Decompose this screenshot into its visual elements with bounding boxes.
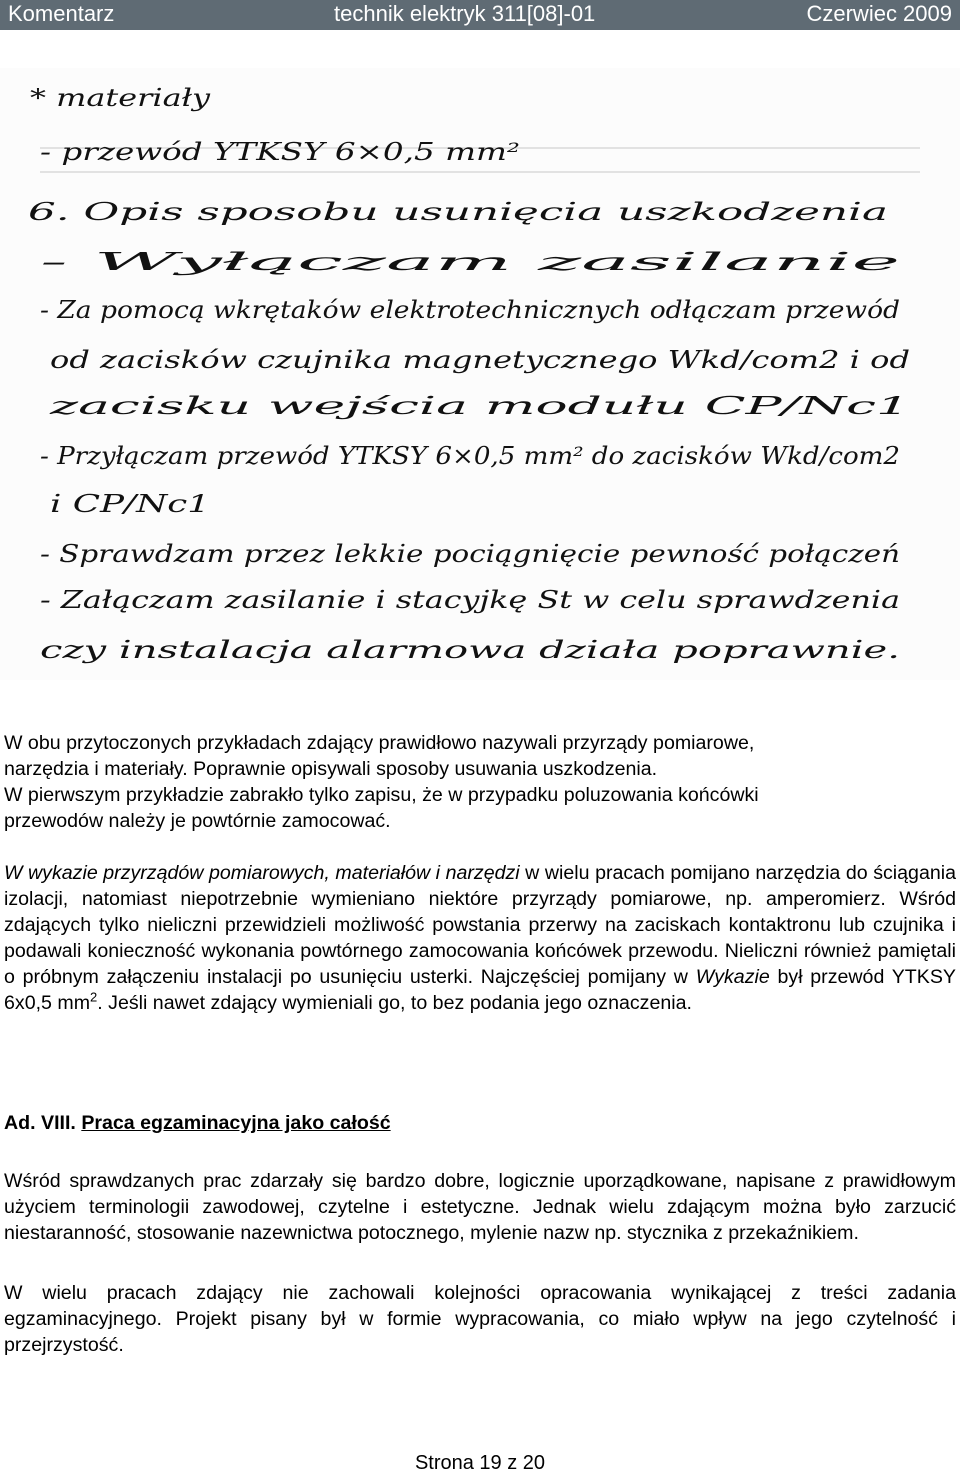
handwritten-line: 6. Opis sposobu usunięcia uszkodzenia: [28, 198, 888, 226]
paragraph-text: był przewód YTKSY 6x0,5 mm: [4, 966, 956, 1014]
handwritten-line: - Sprawdzam przez lekkie pociągnięcie pewność połączeń: [40, 540, 900, 568]
section-heading: [4, 1112, 391, 1135]
handwritten-line: - Za pomocą wkrętaków elektrotechnicznych odłączam przewód: [40, 296, 900, 324]
paragraph-text: w wielu pracach pomijano narzędzia do ściągania izolacji, natomiast niepotrzebnie wymieniano niektóre przyrządy pomiarowe, np. amperomierz. Wśród zdających tylko nieliczni przewidzieli możliwość powstania przerwy na zaciskach kontaktronu lub czujnika i podawali konieczność wykonania powtórnego zamocowania końcówek przewodu. Nieliczni również pamiętali o próbnym załączeniu instalacji po usunięciu usterki. Najczęściej pomijany w: [4, 862, 956, 988]
header-left: Komentarz: [8, 1, 115, 26]
paragraph-text: . Jeśli nawet zdający wymieniali go, to bez podania jego oznaczenia.: [97, 992, 692, 1014]
header-right: Czerwiec 2009: [806, 1, 952, 26]
handwritten-line: zacisku wejścia modułu CP/Nc1: [47, 392, 911, 420]
handwritten-line: i CP/Nc1: [50, 490, 210, 518]
section-number: Ad. VIII.: [4, 1112, 76, 1134]
handwritten-line: od zacisków czujnika magnetycznego Wkd/com2 i od: [50, 346, 910, 374]
page-header: [0, 0, 960, 30]
handwritten-line: * materiały: [30, 84, 211, 112]
handwritten-line: czy instalacja alarmowa działa poprawnie.: [40, 636, 900, 664]
paragraph-order-remarks: W wielu pracach zdający nie zachowali kolejności opracowania wynikającej z treści zadania egzaminacyjnego. Projekt pisany był w formie wypracowania, co miało wpływ na jego czytelność i przejrzystość.: [4, 1282, 956, 1356]
superscript: 2: [90, 989, 98, 1005]
paragraph-summary: [4, 730, 956, 834]
italic-word: Wykazie: [695, 966, 770, 988]
handwritten-line: - przewód YTKSY 6×0,5 mm²: [40, 138, 520, 166]
header-center: technik elektryk 311[08]-01: [334, 1, 596, 26]
italic-intro: W wykazie przyrządów pomiarowych, materiałów i narzędzi: [4, 862, 520, 884]
paragraph-inventory-remarks: [4, 860, 956, 1016]
text-line: przewodów należy je powtórnie zamocować.: [4, 810, 391, 832]
handwriting-svg: [0, 68, 960, 680]
text-line: narzędzia i materiały. Poprawnie opisywali sposoby usuwania uszkodzenia.: [4, 758, 658, 780]
text-line: W obu przytoczonych przykładach zdający prawidłowo nazywali przyrządy pomiarowe,: [4, 732, 755, 754]
handwritten-scan: [0, 68, 960, 680]
paragraph-overall-quality: Wśród sprawdzanych prac zdarzały się bardzo dobre, logicznie uporządkowane, napisane z prawidłowym użyciem terminologii zawodowej, czytelne i estetyczne. Jednak wielu zdającym można było zarzucić niestaranność, stosowanie nazewnictwa potocznego, mylenie nazw np. stycznika z przekaźnikiem.: [4, 1170, 956, 1244]
section-title: Praca egzaminacyjna jako całość: [81, 1112, 391, 1134]
page-footer: Strona 19 z 20: [414, 1452, 546, 1474]
handwritten-line: - Wyłączam zasilanie: [40, 248, 900, 276]
handwritten-line: - Przyłączam przewód YTKSY 6×0,5 mm² do zacisków Wkd/com2: [40, 442, 900, 470]
handwritten-line: - Załączam zasilanie i stacyjkę St w celu sprawdzenia: [40, 586, 900, 614]
text-line: W pierwszym przykładzie zabrakło tylko zapisu, że w przypadku poluzowania końcówki: [4, 784, 759, 806]
